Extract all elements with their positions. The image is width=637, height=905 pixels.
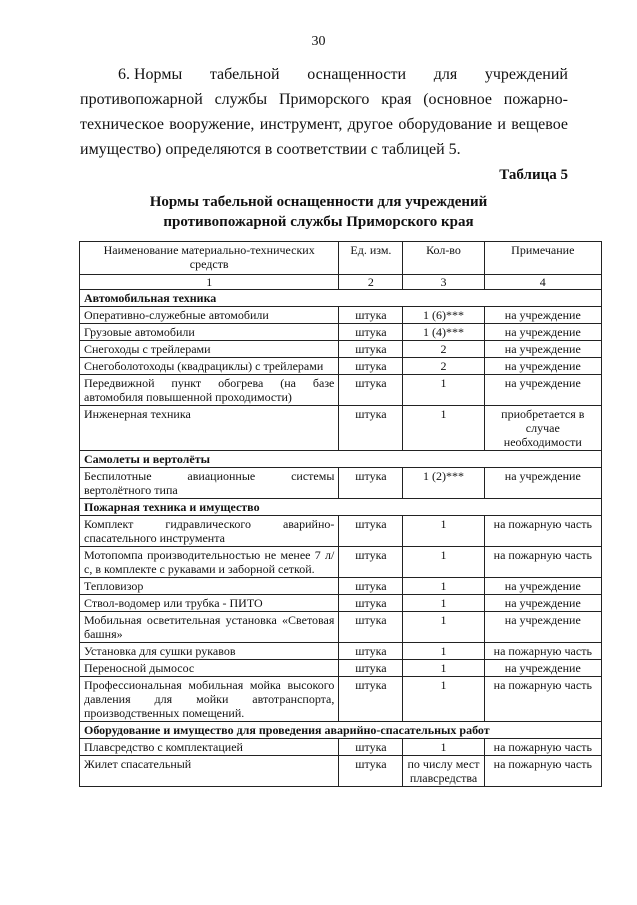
table-row	[80, 307, 602, 324]
item-name: Инженерная техника	[80, 406, 339, 451]
section-title: Автомобильная техника	[80, 290, 602, 307]
item-qty: 1	[403, 595, 484, 612]
item-qty: 1	[403, 739, 484, 756]
item-name: Мотопомпа производительностью не менее 7 л/с, в комплекте с рукавами и заборной сеткой.	[80, 547, 339, 578]
item-qty: 1	[403, 547, 484, 578]
section-title: Самолеты и вертолёты	[80, 451, 602, 468]
item-unit: штука	[339, 406, 403, 451]
column-number-row	[80, 275, 602, 290]
item-note: на пожарную часть	[484, 739, 601, 756]
item-unit: штука	[339, 739, 403, 756]
table-row	[80, 516, 602, 547]
item-name: Снегоходы с трейлерами	[80, 341, 339, 358]
item-qty: 1	[403, 375, 484, 406]
paragraph-word: для	[433, 66, 458, 83]
table-title	[0, 192, 637, 232]
table-row	[80, 578, 602, 595]
item-qty: 1 (2)***	[403, 468, 484, 499]
item-unit: штука	[339, 375, 403, 406]
table-row	[80, 643, 602, 660]
table-row	[80, 660, 602, 677]
section-row	[80, 499, 602, 516]
item-note: на учреждение	[484, 660, 601, 677]
column-number: 3	[403, 275, 484, 290]
item-name: Профессиональная мобильная мойка высокого давления для мойки автотранспорта, производственных помещений.	[80, 677, 339, 722]
item-unit: штука	[339, 516, 403, 547]
item-note: на учреждение	[484, 612, 601, 643]
item-note: на пожарную часть	[484, 547, 601, 578]
item-unit: штука	[339, 756, 403, 787]
item-qty: 1	[403, 660, 484, 677]
item-unit: штука	[339, 468, 403, 499]
table-title-line: противопожарной службы Приморского края	[163, 214, 474, 230]
table-row	[80, 341, 602, 358]
paragraph-word: табельной	[209, 66, 280, 83]
paragraph-last-line: имущество) определяются в соответствии с таблицей 5.	[80, 141, 461, 158]
paragraph-word: 6. Нормы	[118, 66, 183, 83]
item-note: на пожарную часть	[484, 677, 601, 722]
paragraph-line: техническое вооружение, инструмент, другое оборудование и вещевое	[80, 116, 568, 133]
paragraph-first-line	[80, 62, 568, 87]
paragraph-line: противопожарной службы Приморского края (основное пожарно-	[80, 91, 568, 108]
item-note: на учреждение	[484, 307, 601, 324]
header-qty: Кол-во	[403, 242, 484, 275]
table-row	[80, 612, 602, 643]
table-row	[80, 739, 602, 756]
section-row	[80, 722, 602, 739]
table-header-row	[80, 242, 602, 275]
header-note: Примечание	[484, 242, 601, 275]
item-qty: 1	[403, 516, 484, 547]
item-note: на пожарную часть	[484, 516, 601, 547]
item-unit: штука	[339, 660, 403, 677]
item-unit: штука	[339, 595, 403, 612]
header-unit: Ед. изм.	[339, 242, 403, 275]
table-row	[80, 406, 602, 451]
table-row	[80, 595, 602, 612]
equipment-norms-table	[79, 241, 602, 787]
item-unit: штука	[339, 358, 403, 375]
column-number: 1	[80, 275, 339, 290]
item-name: Грузовые автомобили	[80, 324, 339, 341]
item-unit: штука	[339, 643, 403, 660]
header-name: Наименование материально-технических средств	[80, 242, 339, 275]
item-name: Ствол-водомер или трубка - ПИТО	[80, 595, 339, 612]
paragraph-word: учреждений	[484, 66, 568, 83]
table-row	[80, 547, 602, 578]
item-qty: 1	[403, 578, 484, 595]
item-name: Комплект гидравлического аварийно-спасательного инструмента	[80, 516, 339, 547]
item-note: на учреждение	[484, 358, 601, 375]
table-row	[80, 756, 602, 787]
section-row	[80, 451, 602, 468]
item-name: Плавсредство с комплектацией	[80, 739, 339, 756]
item-name: Оперативно-служебные автомобили	[80, 307, 339, 324]
item-note: на пожарную часть	[484, 643, 601, 660]
table-row	[80, 677, 602, 722]
item-qty: 1 (4)***	[403, 324, 484, 341]
item-qty: по числу мест плавсредства	[403, 756, 484, 787]
item-note: приобретается в случае необходимости	[484, 406, 601, 451]
table-title-line: Нормы табельной оснащенности для учреждений	[149, 194, 488, 210]
item-note: на учреждение	[484, 468, 601, 499]
item-qty: 1	[403, 406, 484, 451]
item-name: Жилет спасательный	[80, 756, 339, 787]
page-number: 30	[311, 34, 326, 49]
item-name: Беспилотные авиационные системы вертолётного типа	[80, 468, 339, 499]
intro-paragraph	[80, 62, 568, 162]
item-name: Тепловизор	[80, 578, 339, 595]
item-unit: штука	[339, 612, 403, 643]
table-row	[80, 324, 602, 341]
item-unit: штука	[339, 324, 403, 341]
item-unit: штука	[339, 307, 403, 324]
section-title: Оборудование и имущество для проведения аварийно-спасательных работ	[80, 722, 602, 739]
item-name: Передвижной пункт обогрева (на базе автомобиля повышенной проходимости)	[80, 375, 339, 406]
item-name: Снегоболотоходы (квадрациклы) с трейлерами	[80, 358, 339, 375]
item-qty: 2	[403, 358, 484, 375]
table-row	[80, 468, 602, 499]
item-qty: 2	[403, 341, 484, 358]
table-row	[80, 375, 602, 406]
item-unit: штука	[339, 677, 403, 722]
item-unit: штука	[339, 341, 403, 358]
item-note: на учреждение	[484, 595, 601, 612]
item-unit: штука	[339, 547, 403, 578]
item-unit: штука	[339, 578, 403, 595]
column-number: 4	[484, 275, 601, 290]
section-title: Пожарная техника и имущество	[80, 499, 602, 516]
item-name: Переносной дымосос	[80, 660, 339, 677]
item-note: на учреждение	[484, 578, 601, 595]
item-note: на учреждение	[484, 324, 601, 341]
item-note: на учреждение	[484, 375, 601, 406]
item-note: на учреждение	[484, 341, 601, 358]
item-qty: 1	[403, 612, 484, 643]
item-name: Мобильная осветительная установка «Световая башня»	[80, 612, 339, 643]
item-name: Установка для сушки рукавов	[80, 643, 339, 660]
item-qty: 1 (6)***	[403, 307, 484, 324]
table-row	[80, 358, 602, 375]
item-qty: 1	[403, 677, 484, 722]
item-note: на пожарную часть	[484, 756, 601, 787]
section-row	[80, 290, 602, 307]
paragraph-word: оснащенности	[307, 66, 407, 83]
item-qty: 1	[403, 643, 484, 660]
table-label: Таблица 5	[499, 167, 568, 183]
column-number: 2	[339, 275, 403, 290]
